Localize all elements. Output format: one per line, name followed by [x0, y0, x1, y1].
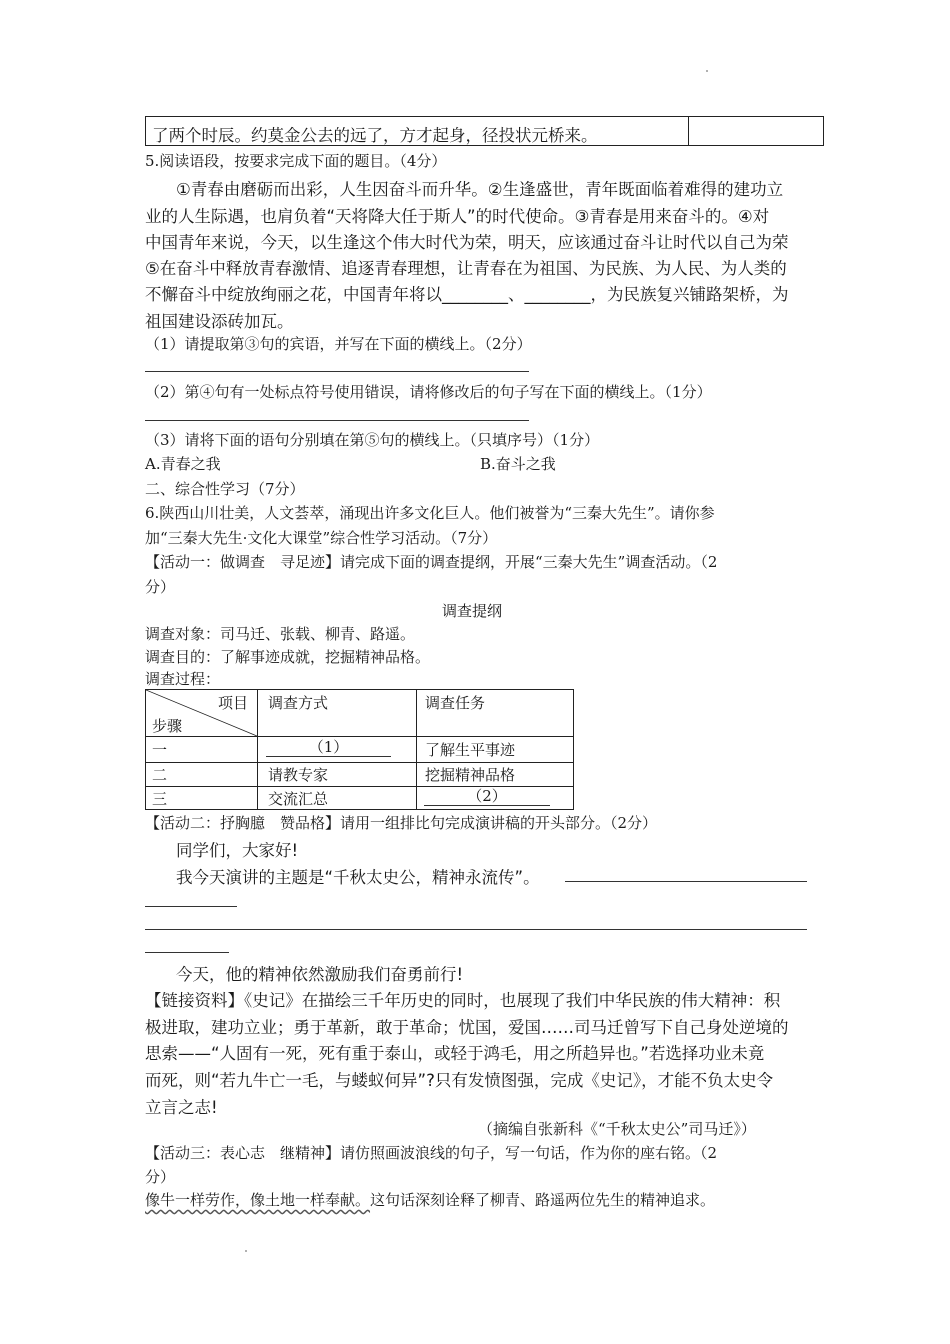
link-line: 而死，则“若九牛亡一毛，与蝼蚁何异”?只有发愤图强，完成《史记》，才能不负太史令: [145, 1071, 774, 1090]
activity3-line: 【活动三：表心志 继精神】请仿照画波浪线的句子，写一句话，作为你的座右铭。（2: [145, 1144, 718, 1162]
activity1-line: 分）: [145, 578, 176, 596]
header-method: 调查方式: [268, 694, 329, 712]
q5-passage-line: ⑤在奋斗中释放青春激情、追逐青春理想，让青春在为祖国、为民族、为人民、为人类的: [145, 259, 787, 278]
q6-line: 加“三秦大先生·文化大课堂”综合性学习活动。（7分）: [145, 529, 498, 547]
option-a: A.青春之我: [145, 455, 221, 473]
speech-closing: 今天，他的精神依然激励我们奋勇前行!: [176, 965, 464, 984]
row-task: 了解生平事迹: [425, 741, 516, 759]
top-table-cell: [146, 117, 689, 145]
q6-line: 6.陕西山川壮美，人文荟萃，涌现出许多文化巨人。他们被誉为“三秦大先生”。请你参: [145, 504, 715, 522]
row-task-blank[interactable]: [424, 788, 550, 806]
answer-line-3[interactable]: [565, 881, 807, 882]
q5-title: 5.阅读语段，按要求完成下面的题目。（4分）: [145, 152, 447, 170]
activity3-line: 分）: [145, 1168, 176, 1186]
row-method: 请教专家: [268, 766, 329, 784]
header-task: 调查任务: [425, 694, 486, 712]
q5-sub3: （3）请将下面的语句分别填在第⑤句的横线上。（只填序号）（1分）: [145, 431, 600, 449]
survey-table: [145, 689, 574, 810]
option-b: B.奋斗之我: [480, 455, 556, 473]
blank-label: （1）: [308, 738, 349, 756]
page-mark-top: [706, 70, 708, 72]
header-step: 步骤: [152, 717, 183, 735]
section-heading: 二、综合性学习（7分）: [145, 480, 305, 498]
answer-line-1[interactable]: [145, 371, 529, 372]
row-step: 三: [152, 790, 168, 808]
motto-rest: 这句话深刻诠释了柳青、路遥两位先生的精神追求。: [370, 1191, 716, 1209]
speech-greeting: 同学们，大家好!: [176, 841, 299, 860]
row-task: 挖掘精神品格: [425, 766, 516, 784]
survey-purpose: 调查目的：了解事迹成就，挖掘精神品格。: [145, 648, 431, 666]
blank-label: （2）: [467, 787, 507, 805]
motto-sentence: [145, 1189, 715, 1210]
wavy-sentence: 像牛一样劳作，像土地一样奉献。: [145, 1191, 371, 1209]
outline-title: 调查提纲: [442, 602, 503, 620]
survey-process: 调查过程：: [145, 670, 221, 688]
top-table-text: 了两个时辰。约莫金公去的远了，方才起身，径投状元桥来。: [152, 126, 598, 145]
answer-line-6[interactable]: [145, 952, 229, 953]
answer-line-2[interactable]: [145, 420, 529, 421]
q5-passage-line: 中国青年来说，今天，以生逢这个伟大时代为荣，明天，应该通过奋斗让时代以自己为荣: [145, 233, 789, 252]
q5-passage-line: 业的人生际遇，也肩负着“天将降大任于斯人”的时代使命。③青春是用来奋斗的。④对: [145, 207, 770, 226]
row-step: 一: [152, 741, 168, 759]
q5-passage-line: ①青春由磨砺而出彩，人生因奋斗而升华。②生逢盛世，青年既面临着难得的建功立: [176, 180, 784, 199]
answer-line-4[interactable]: [145, 906, 237, 907]
header-item: 项目: [218, 694, 249, 712]
answer-line-5[interactable]: [145, 929, 807, 930]
q5-sub2: （2）第④句有一处标点符号使用错误，请将修改后的句子写在下面的横线上。（1分）: [145, 383, 712, 401]
activity2-title: 【活动二：抒胸臆 赞品格】请用一组排比句完成演讲稿的开头部分。（2分）: [145, 814, 658, 832]
q5-passage-line: 不懈奋斗中绽放绚丽之花，中国青年将以________、________，为民族复兴铺路架桥，为: [145, 285, 789, 304]
link-line: 极进取，建功立业；勇于革新，敢于革命；忧国，爱国……司马迁曾写下自己身处逆境的: [145, 1018, 789, 1037]
row-method: 交流汇总: [268, 790, 329, 808]
link-line: 立言之志!: [145, 1098, 218, 1117]
q5-sub1: （1）请提取第③句的宾语，并写在下面的横线上。（2分）: [145, 335, 532, 353]
survey-object: 调查对象：司马迁、张载、柳青、路遥。: [145, 625, 416, 643]
speech-topic: 我今天演讲的主题是“千秋太史公，精神永流传”。: [176, 868, 540, 887]
activity1-line: 【活动一：做调查 寻足迹】请完成下面的调查提纲，开展“三秦大先生”调查活动。（2: [145, 553, 718, 571]
row-step: 二: [152, 766, 168, 784]
link-source: （摘编自张新科《“千秋太史公”司马迁》）: [478, 1120, 756, 1138]
row-method-blank[interactable]: [266, 739, 391, 757]
top-table: [145, 116, 824, 146]
link-line: 思索——“人固有一死，死有重于泰山，或轻于鸿毛，用之所趋异也。”若选择功业未竟: [145, 1044, 765, 1063]
q5-passage-line: 祖国建设添砖加瓦。: [145, 312, 294, 331]
link-line: 【链接资料】《史记》在描绘三千年历史的同时，也展现了我们中华民族的伟大精神：积: [145, 991, 781, 1010]
page-mark-bottom: [245, 1250, 247, 1252]
